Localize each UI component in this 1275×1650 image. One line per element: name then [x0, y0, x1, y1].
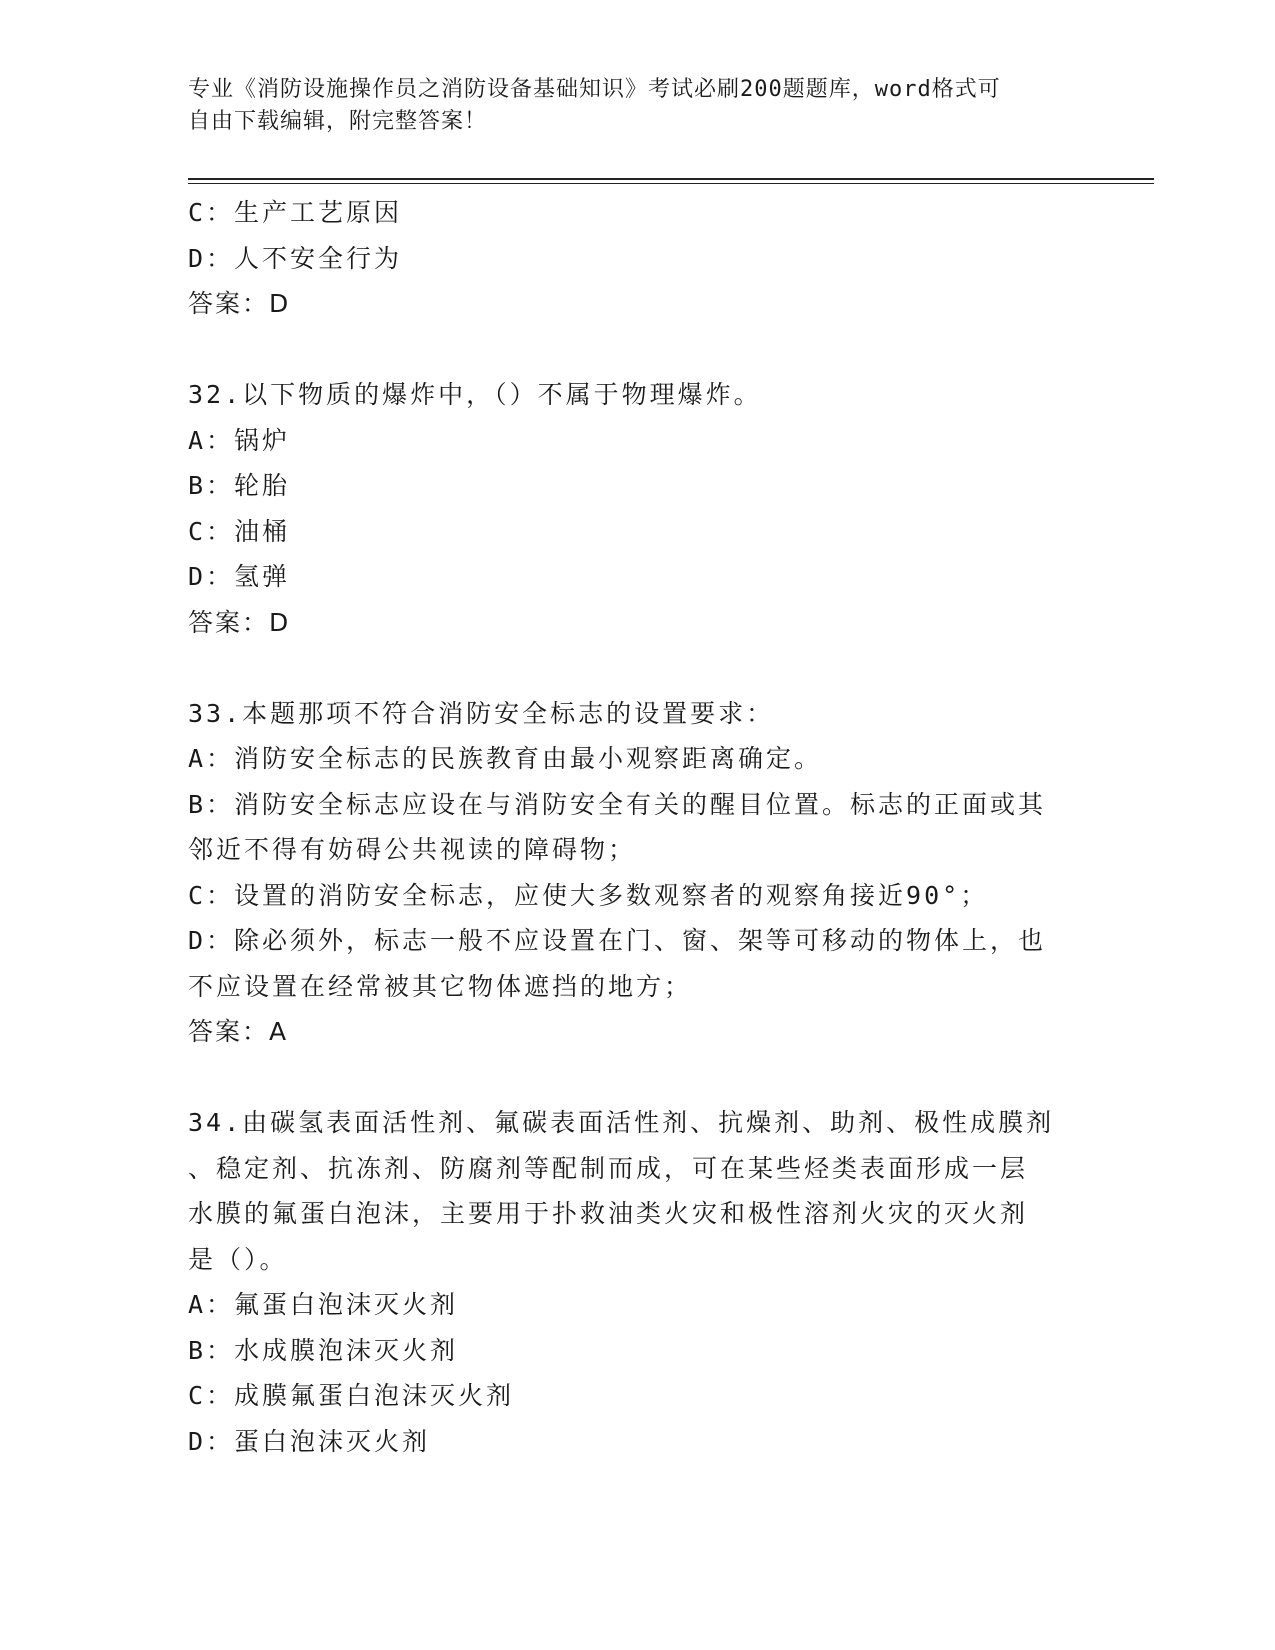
option-b-continued: 邻近不得有妨碍公共视读的障碍物；: [188, 835, 637, 864]
answer: 答案：D: [188, 289, 291, 318]
option-b: B：水成膜泡沫灭火剂: [188, 1335, 459, 1365]
option-d: D：人不安全行为: [188, 243, 403, 273]
option-d: D：蛋白泡沫灭火剂: [188, 1426, 431, 1456]
option-c: C：生产工艺原因: [188, 198, 403, 227]
option-d-continued: 不应设置在经常被其它物体遮挡的地方；: [188, 971, 693, 1001]
question-text: 34.由碳氢表面活性剂、氟碳表面活性剂、抗燥剂、助剂、极性成膜剂: [188, 1108, 1055, 1137]
option-a: A：锅炉: [188, 425, 291, 455]
question-text-continued: 水膜的氟蛋白泡沫，主要用于扑救油类火灾和极性溶剂火灾的灭火剂: [188, 1199, 1029, 1228]
header-line: 专业《消防设施操作员之消防设备基础知识》考试必刷200题题库，word格式可: [188, 77, 1001, 102]
option-a: A：消防安全标志的民族教育由最小观察距离确定。: [188, 744, 823, 773]
spacer: [188, 645, 1078, 691]
header-divider-thin: [188, 183, 1154, 184]
question-34-block: [188, 1100, 1078, 1464]
question-32-block: [188, 372, 1078, 645]
option-c: C：成膜氟蛋白泡沫灭火剂: [188, 1381, 515, 1410]
question-list: [188, 190, 1078, 1464]
question-text: 33.本题那项不符合消防安全标志的设置要求：: [188, 698, 775, 728]
question-33-block: [188, 691, 1078, 1055]
option-c: C：油桶: [188, 516, 291, 546]
question-text-continued: 是（）。: [188, 1244, 288, 1274]
answer: 答案：D: [188, 607, 291, 637]
option-a: A：氟蛋白泡沫灭火剂: [188, 1290, 459, 1319]
spacer: [188, 1055, 1078, 1101]
option-b: B：消防安全标志应设在与消防安全有关的醒目位置。标志的正面或其: [188, 789, 1047, 819]
question-text-continued: 、稳定剂、抗冻剂、防腐剂等配制而成，可在某些烃类表面形成一层: [188, 1153, 1029, 1183]
header-line: 自由下载编辑，附完整答案！: [188, 109, 488, 134]
question-text: 32.以下物质的爆炸中，（）不属于物理爆炸。: [188, 380, 762, 409]
header-divider: [188, 178, 1154, 180]
spacer: [188, 327, 1078, 373]
document-header: [188, 74, 1088, 138]
option-d: D：氢弹: [188, 562, 291, 591]
question-31-block: [188, 190, 1078, 327]
option-d: D：除必须外，标志一般不应设置在门、窗、架等可移动的物体上，也: [188, 926, 1047, 955]
option-c: C：设置的消防安全标志，应使大多数观察者的观察角接近90°；: [188, 880, 989, 910]
answer: 答案：A: [188, 1017, 289, 1046]
option-b: B：轮胎: [188, 471, 291, 500]
